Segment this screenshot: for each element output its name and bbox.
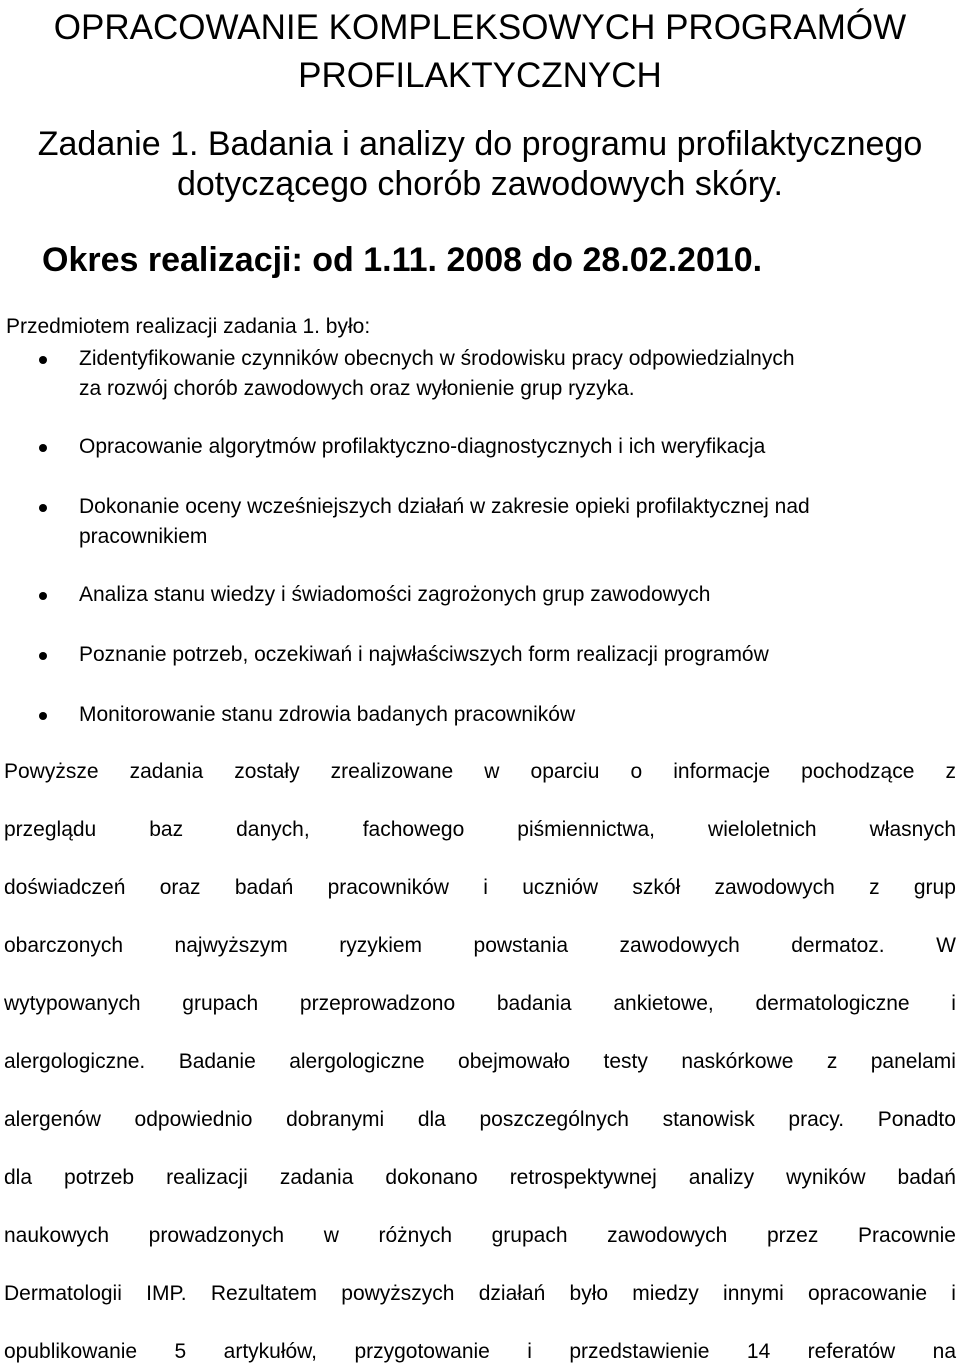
- paragraph-word: zawodowych: [714, 876, 835, 899]
- paragraph-word: realizacji: [166, 1166, 248, 1189]
- paragraph-word: powstania: [473, 934, 569, 957]
- paragraph-word: dermatologiczne: [755, 992, 910, 1015]
- paragraph-word: referatów: [807, 1340, 896, 1363]
- paragraph-word: alergologiczne: [289, 1050, 425, 1073]
- paragraph-line: [4, 1047, 956, 1077]
- paragraph-word: 5: [174, 1340, 187, 1363]
- paragraph-word: retrospektywnej: [509, 1166, 657, 1189]
- paragraph-word: różnych: [378, 1224, 453, 1247]
- paragraph-word: grupach: [491, 1224, 568, 1247]
- paragraph-word: obejmowało: [458, 1050, 571, 1073]
- paragraph-word: obarczonych: [4, 934, 124, 957]
- paragraph-word: działań: [478, 1282, 546, 1305]
- paragraph-word: opublikowanie: [4, 1340, 138, 1363]
- paragraph-word: badań: [897, 1166, 956, 1189]
- paragraph-word: grup: [913, 876, 956, 899]
- paragraph-word: i: [951, 1282, 956, 1305]
- paragraph-word: przygotowanie: [354, 1340, 490, 1363]
- paragraph-word: i: [483, 876, 488, 899]
- paragraph-word: doświadczeń: [4, 876, 126, 899]
- paragraph-word: i: [527, 1340, 532, 1363]
- paragraph-line: [4, 931, 956, 961]
- paragraph-word: W: [936, 934, 956, 957]
- realization-period: Okres realizacji: od 1.11. 2008 do 28.02.2010.: [42, 241, 763, 279]
- list-item-line: za rozwój chorób zawodowych oraz wyłonienie grup ryzyka.: [79, 377, 635, 400]
- subtitle-line-2: dotyczącego chorób zawodowych skóry.: [176, 165, 783, 203]
- subtitle-line-1: Zadanie 1. Badania i analizy do programu profilaktycznego: [37, 125, 923, 163]
- list-item-text: [79, 700, 959, 730]
- bullet-icon: [39, 356, 47, 364]
- list-item-line: Opracowanie algorytmów profilaktyczno-diagnostycznych i ich weryfikacja: [79, 435, 766, 458]
- paragraph-line: [4, 1337, 956, 1367]
- paragraph-word: przez: [766, 1224, 819, 1247]
- paragraph-word: w: [484, 760, 500, 783]
- title-line-2: PROFILAKTYCZNYCH: [298, 56, 662, 95]
- paragraph-word: Badanie: [178, 1050, 256, 1073]
- paragraph-word: zadania: [129, 760, 204, 783]
- paragraph-word: o: [630, 760, 643, 783]
- paragraph-line: [4, 815, 956, 845]
- intro-text: Przedmiotem realizacji zadania 1. było:: [6, 315, 371, 338]
- paragraph-word: z: [826, 1050, 838, 1073]
- paragraph-word: badania: [496, 992, 572, 1015]
- list-item-line: pracownikiem: [79, 525, 208, 548]
- list-item-text: [79, 432, 959, 462]
- paragraph-word: artykułów,: [223, 1340, 318, 1363]
- paragraph-word: w: [323, 1224, 339, 1247]
- paragraph-line: [4, 1105, 956, 1135]
- paragraph-word: dla: [417, 1108, 446, 1131]
- paragraph-word: piśmiennictwa,: [517, 818, 656, 841]
- paragraph-line: [4, 989, 956, 1019]
- paragraph-word: z: [945, 760, 956, 783]
- paragraph-word: stanowisk: [662, 1108, 755, 1131]
- list-item-line: Poznanie potrzeb, oczekiwań i najwłaściwszych form realizacji programów: [79, 643, 769, 666]
- paragraph-word: baz: [149, 818, 184, 841]
- paragraph-line: [4, 1221, 956, 1251]
- bullet-icon: [39, 652, 47, 660]
- paragraph-word: alergologiczne.: [4, 1050, 146, 1073]
- paragraph-word: zostały: [234, 760, 300, 783]
- paragraph-word: dla: [4, 1166, 33, 1189]
- paragraph-line: [4, 873, 956, 903]
- paragraph-word: Ponadto: [877, 1108, 956, 1131]
- list-item-line: Analiza stanu wiedzy i świadomości zagrożonych grup zawodowych: [79, 583, 711, 606]
- paragraph-word: wytypowanych: [4, 992, 141, 1015]
- paragraph-word: pracowników: [327, 876, 449, 899]
- title-line-1: OPRACOWANIE KOMPLEKSOWYCH PROGRAMÓW: [53, 8, 907, 47]
- paragraph-word: dermatoz.: [791, 934, 885, 957]
- paragraph-word: wyników: [786, 1166, 866, 1189]
- paragraph-word: zrealizowane: [330, 760, 454, 783]
- paragraph-word: powyższych: [341, 1282, 455, 1305]
- paragraph-word: i: [951, 992, 956, 1015]
- paragraph-word: Rezultatem: [210, 1282, 318, 1305]
- paragraph-word: szkół: [632, 876, 681, 899]
- paragraph-word: dokonano: [385, 1166, 478, 1189]
- paragraph-word: uczniów: [522, 876, 599, 899]
- bullet-icon: [39, 592, 47, 600]
- list-item-line: Dokonanie oceny wcześniejszych działań w zakresie opieki profilaktycznej nad: [79, 495, 810, 518]
- paragraph-word: ankietowe,: [613, 992, 714, 1015]
- paragraph-word: pochodzące: [801, 760, 915, 783]
- paragraph-word: na: [932, 1340, 956, 1363]
- paragraph-word: prowadzonych: [148, 1224, 285, 1247]
- paragraph-word: z: [869, 876, 880, 899]
- paragraph-word: testy: [603, 1050, 648, 1073]
- paragraph-line: [4, 757, 956, 787]
- paragraph-word: naukowych: [4, 1224, 110, 1247]
- paragraph-word: zawodowych: [607, 1224, 728, 1247]
- paragraph-word: odpowiednio: [134, 1108, 253, 1131]
- paragraph-word: ryzykiem: [339, 934, 423, 957]
- paragraph-word: było: [569, 1282, 609, 1305]
- paragraph-word: zawodowych: [619, 934, 740, 957]
- list-item-line: Monitorowanie stanu zdrowia badanych pracowników: [79, 703, 576, 726]
- bullet-icon: [39, 504, 47, 512]
- paragraph-word: Pracownie: [857, 1224, 956, 1247]
- paragraph-word: 14: [746, 1340, 771, 1363]
- paragraph-word: pracy.: [788, 1108, 845, 1131]
- paragraph-word: danych,: [236, 818, 310, 841]
- paragraph-word: Powyższe: [4, 760, 99, 783]
- paragraph-word: oraz: [159, 876, 201, 899]
- list-item-text: [79, 640, 959, 670]
- paragraph-word: badań: [234, 876, 294, 899]
- paragraph-word: przedstawienie: [569, 1340, 710, 1363]
- paragraph-word: alergenów: [4, 1108, 101, 1131]
- paragraph-word: grupach: [182, 992, 259, 1015]
- paragraph-word: innymi: [723, 1282, 784, 1305]
- list-item-line: Zidentyfikowanie czynników obecnych w środowisku pracy odpowiedzialnych: [79, 347, 795, 370]
- paragraph-word: najwyższym: [174, 934, 288, 957]
- document-title: [0, 4, 960, 100]
- paragraph-line: [4, 1163, 956, 1193]
- paragraph-word: potrzeb: [64, 1166, 135, 1189]
- list-item-text: [79, 580, 959, 610]
- paragraph-word: zadania: [279, 1166, 354, 1189]
- bullet-icon: [39, 712, 47, 720]
- list-item-text: [79, 492, 959, 552]
- paragraph-word: poszczególnych: [479, 1108, 629, 1131]
- bullet-icon: [39, 444, 47, 452]
- list-item-text: [79, 344, 959, 404]
- paragraph-word: wieloletnich: [708, 818, 817, 841]
- paragraph-word: opracowanie: [807, 1282, 928, 1305]
- paragraph-word: fachowego: [362, 818, 465, 841]
- paragraph-word: naskórkowe: [681, 1050, 794, 1073]
- paragraph-word: dobranymi: [286, 1108, 385, 1131]
- paragraph-word: analizy: [688, 1166, 755, 1189]
- paragraph-word: IMP.: [146, 1282, 187, 1305]
- paragraph-word: informacje: [673, 760, 771, 783]
- paragraph-line: [4, 1279, 956, 1309]
- paragraph-word: Dermatologii: [4, 1282, 122, 1305]
- paragraph-word: własnych: [869, 818, 956, 841]
- paragraph-word: przeglądu: [4, 818, 97, 841]
- paragraph-word: miedzy: [632, 1282, 699, 1305]
- paragraph-word: przeprowadzono: [299, 992, 456, 1015]
- paragraph-word: oparciu: [530, 760, 600, 783]
- paragraph-word: panelami: [870, 1050, 956, 1073]
- task-subtitle: [0, 124, 960, 204]
